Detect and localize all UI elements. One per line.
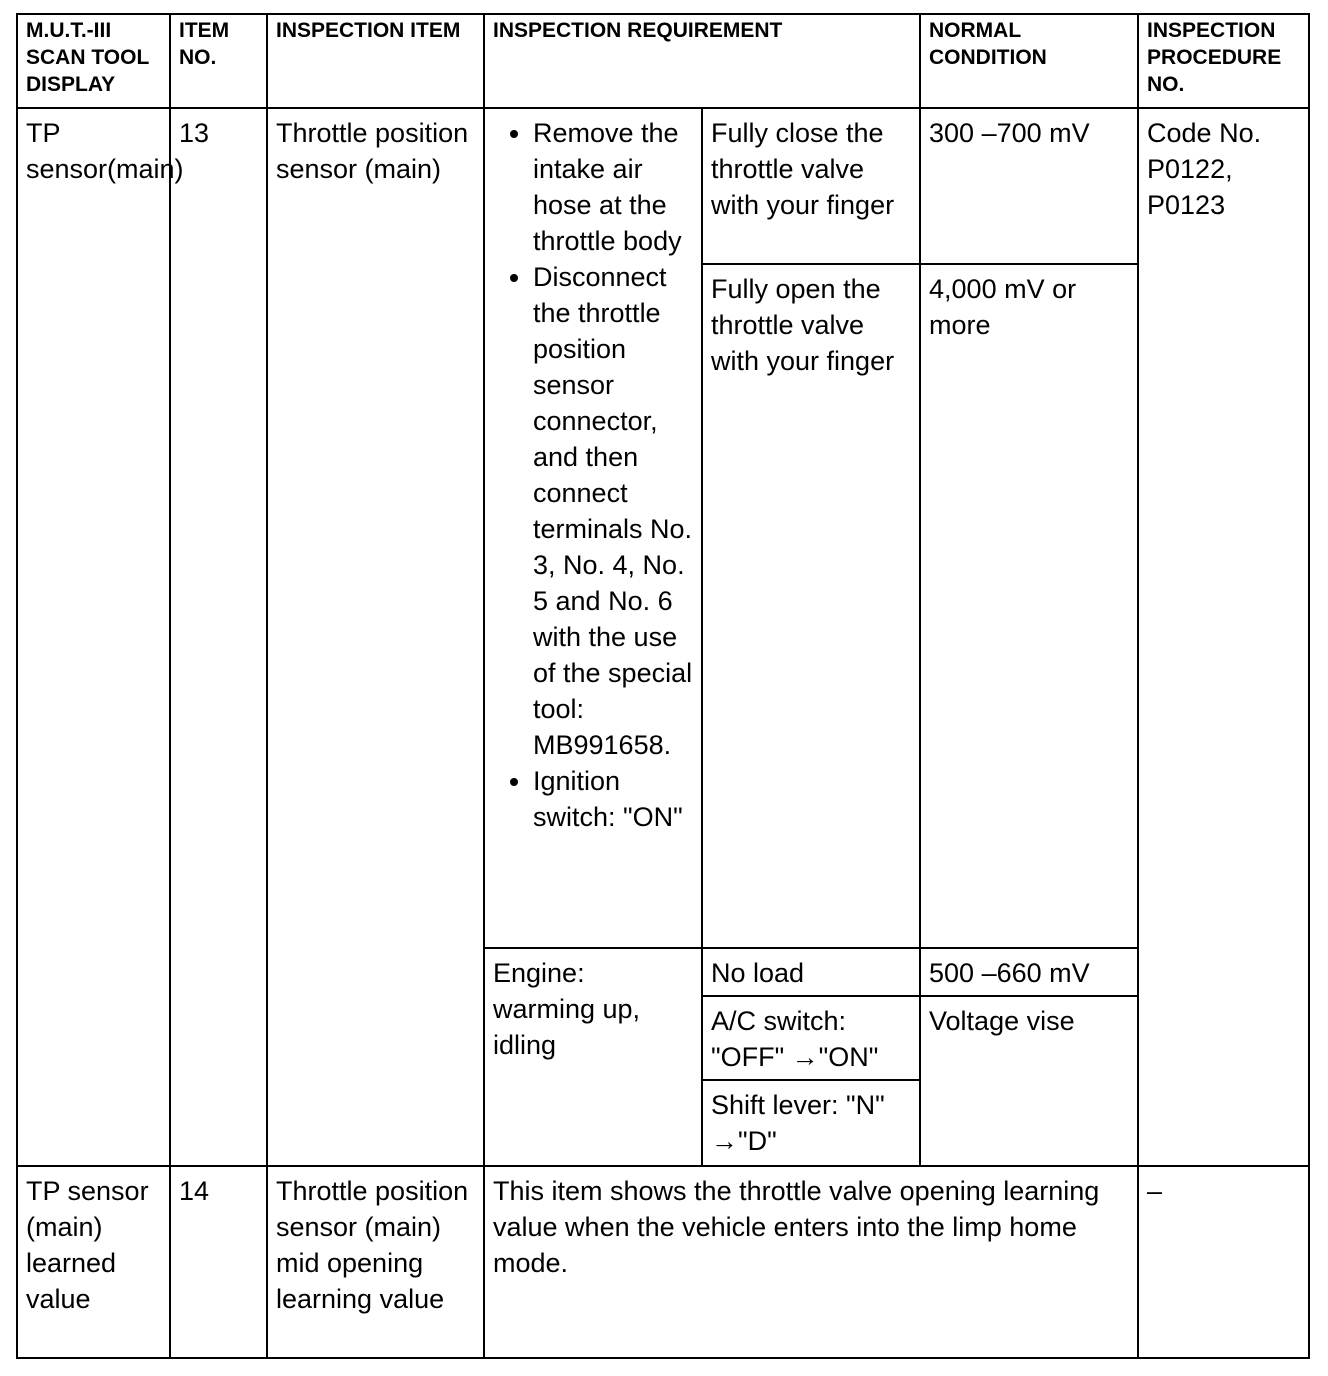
inspection-table [16, 13, 1310, 1359]
no-load: No load [702, 948, 920, 996]
table-row [17, 108, 1309, 264]
header-inspection-requirement: INSPECTION REQUIREMENT [484, 14, 920, 108]
row13-display: TP sensor(main) [17, 108, 170, 1166]
row14-requirement: This item shows the throttle valve opening learning value when the vehicle enters into the limp home mode. [484, 1166, 1138, 1358]
row13-procedure: Code No. P0122, P0123 [1138, 108, 1309, 1166]
ac-switch: A/C switch: "OFF" →"ON" [702, 996, 920, 1080]
header-row [17, 14, 1309, 108]
row14-display: TP sensor (main) learned value [17, 1166, 170, 1358]
row13-requirement-list [484, 108, 702, 948]
engine-condition: Engine: warming up, idling [484, 948, 702, 1166]
shift-lever: Shift lever: "N" →"D" [702, 1080, 920, 1166]
close-value: 300 –700 mV [920, 108, 1138, 264]
table-row [17, 1166, 1309, 1358]
row13-item-no: 13 [170, 108, 267, 1166]
row14-procedure: – [1138, 1166, 1309, 1358]
row13-inspection-item: Throttle position sensor (main) [267, 108, 484, 1166]
list-item: • Disconnect the throttle position sensor connector, and then connect terminals No. 3, No. 4, No. 5 and No. 6 with the use of the special tool: MB991658. [533, 259, 693, 763]
row14-inspection-item: Throttle position sensor (main) mid opening learning value [267, 1166, 484, 1358]
list-item: • Ignition switch: "ON" [533, 763, 693, 835]
row14-item-no: 14 [170, 1166, 267, 1358]
open-action: Fully open the throttle valve with your finger [702, 264, 920, 948]
no-load-value: 500 –660 mV [920, 948, 1138, 996]
close-action: Fully close the throttle valve with your finger [702, 108, 920, 264]
requirement-bullets [493, 115, 693, 835]
open-value: 4,000 mV or more [920, 264, 1138, 948]
header-item-no: ITEM NO. [170, 14, 267, 108]
list-item: • Remove the intake air hose at the throttle body [533, 115, 693, 259]
header-inspection-item: INSPECTION ITEM [267, 14, 484, 108]
header-display: M.U.T.-III SCAN TOOL DISPLAY [17, 14, 170, 108]
header-procedure-no: INSPECTION PROCEDURE NO. [1138, 14, 1309, 108]
header-normal-condition: NORMAL CONDITION [920, 14, 1138, 108]
voltage-value: Voltage vise [920, 996, 1138, 1166]
